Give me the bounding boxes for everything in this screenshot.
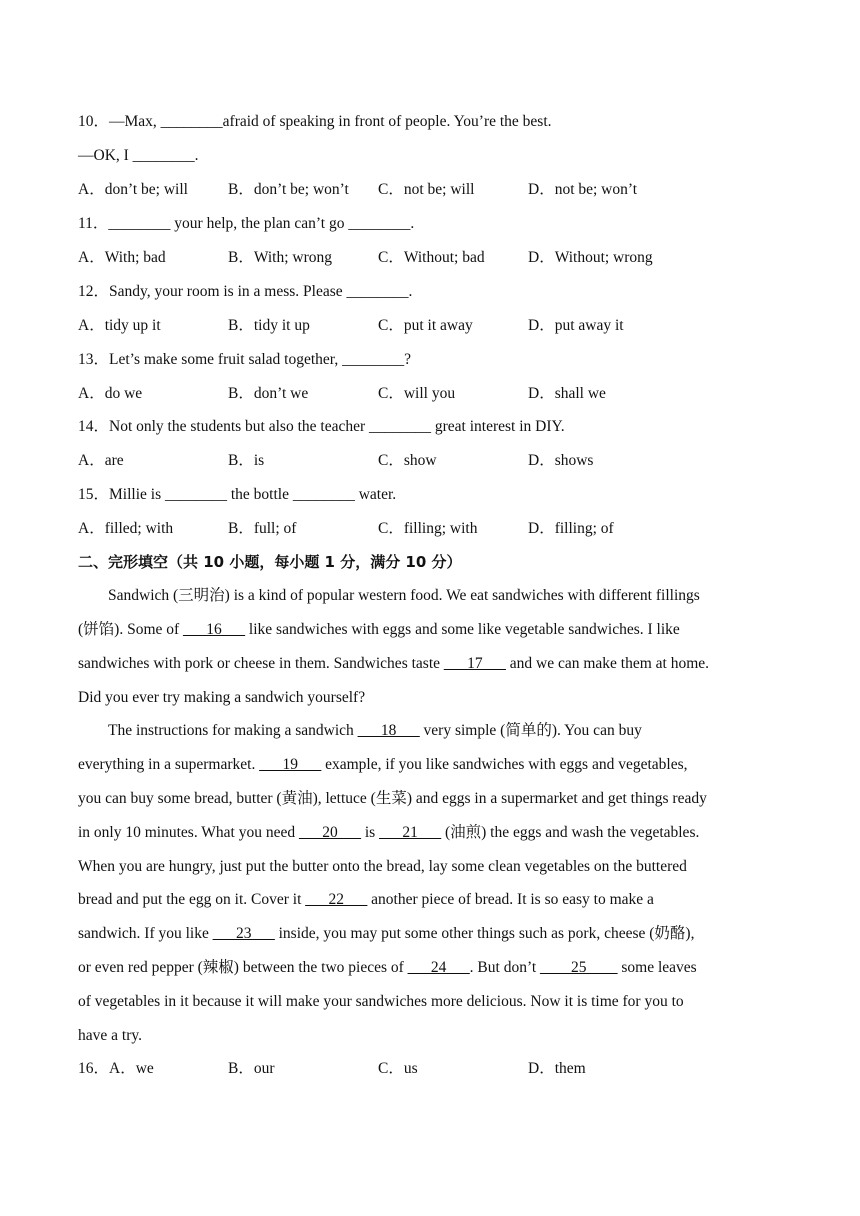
option-a: A．filled; with (78, 520, 174, 537)
question-10-stem-reply: —OK, I ________. (78, 147, 199, 164)
blank-20: ___20___ (299, 824, 361, 841)
section-heading: 二、完形填空（共 10 小题，每小题 1 分，满分 10 分） (78, 553, 462, 571)
blank-19: ___19___ (259, 756, 322, 773)
option-d: D．filling; of (528, 520, 614, 537)
passage-line: (饼馅). Some of ___16___ like sandwiches with eggs and some like vegetable sandwiches. I like (78, 621, 680, 638)
option-a: A．tidy up it (78, 317, 161, 334)
option-d: D．not be; won’t (528, 181, 638, 198)
question-12-stem: 12．Sandy, your room is in a mess. Please ________. (78, 283, 413, 300)
blank-17: ___17___ (443, 655, 506, 672)
passage-line: sandwiches with pork or cheese in them. Sandwiches taste ___17___ and we can make them at home. (78, 655, 710, 672)
option-c: C．not be; will (378, 181, 475, 198)
option-b: B．don’t be; won’t (228, 181, 349, 198)
option-d: D．them (528, 1060, 586, 1077)
passage-line: Did you ever try making a sandwich yourself? (78, 689, 366, 706)
passage-line: Sandwich (三明治) is a kind of popular western food. We eat sandwiches with different fillings (108, 587, 700, 604)
blank-25: ____25____ (540, 959, 618, 976)
option-b: B．With; wrong (228, 249, 332, 266)
option-c: C．show (378, 452, 437, 469)
option-d: D．shall we (528, 385, 606, 402)
option-c: C．put it away (378, 317, 473, 334)
question-13-stem: 13．Let’s make some fruit salad together, ________? (78, 351, 411, 368)
option-d: D．shows (528, 452, 594, 469)
passage-line: The instructions for making a sandwich ___18___ very simple (简单的). You can buy (108, 722, 642, 739)
passage-line: sandwich. If you like ___23___ inside, you may put some other things such as pork, cheese (奶酪), (78, 925, 695, 942)
passage-line: of vegetables in it because it will make your sandwiches more delicious. Now it is time for you to (78, 993, 684, 1010)
passage-line: you can buy some bread, butter (黄油), lettuce (生菜) and eggs in a supermarket and get things ready (78, 790, 707, 807)
passage-line: bread and put the egg on it. Cover it ___22___ another piece of bread. It is so easy to make a (78, 891, 654, 908)
question-14-stem: 14．Not only the students but also the teacher ________ great interest in DIY. (78, 418, 565, 435)
option-c: C．us (378, 1060, 418, 1077)
option-c: C．Without; bad (378, 249, 485, 266)
blank-23: ___23___ (212, 925, 275, 942)
passage-line: or even red pepper (辣椒) between the two pieces of ___24___. But don’t ____25____ some leaves (78, 959, 697, 976)
option-a: A．With; bad (78, 249, 166, 266)
passage-line: everything in a supermarket. ___19___ example, if you like sandwiches with eggs and vegetables, (78, 756, 688, 773)
option-b: B．tidy it up (228, 317, 310, 334)
question-16-option-a: 16．A．we (78, 1060, 154, 1077)
passage-line: When you are hungry, just put the butter onto the bread, lay some clean vegetables on the buttered (78, 858, 687, 875)
option-a: A．do we (78, 385, 143, 402)
blank-18: ___18___ (357, 722, 420, 739)
option-b: B．full; of (228, 520, 297, 537)
option-a: A．are (78, 452, 124, 469)
option-d: D．put away it (528, 317, 624, 334)
question-15-stem: 15．Millie is ________ the bottle ________ water. (78, 486, 397, 503)
option-d: D．Without; wrong (528, 249, 653, 266)
passage-line: in only 10 minutes. What you need ___20___ is ___21___ (油煎) the eggs and wash the vegetables. (78, 824, 700, 841)
option-c: C．filling; with (378, 520, 478, 537)
option-c: C．will you (378, 385, 456, 402)
blank-16: ___16___ (183, 621, 246, 638)
option-b: B．don’t we (228, 385, 309, 402)
option-a: A．don’t be; will (78, 181, 188, 198)
option-b: B．is (228, 452, 265, 469)
passage-line: have a try. (78, 1027, 142, 1044)
option-b: B．our (228, 1060, 275, 1077)
question-10-stem: 10．—Max, ________afraid of speaking in front of people. You’re the best. (78, 113, 552, 130)
blank-22: ___22___ (305, 891, 368, 908)
blank-21: ___21___ (379, 824, 442, 841)
blank-24: ___24___ (407, 959, 470, 976)
question-11-stem: 11．________ your help, the plan can’t go ________. (78, 215, 415, 232)
